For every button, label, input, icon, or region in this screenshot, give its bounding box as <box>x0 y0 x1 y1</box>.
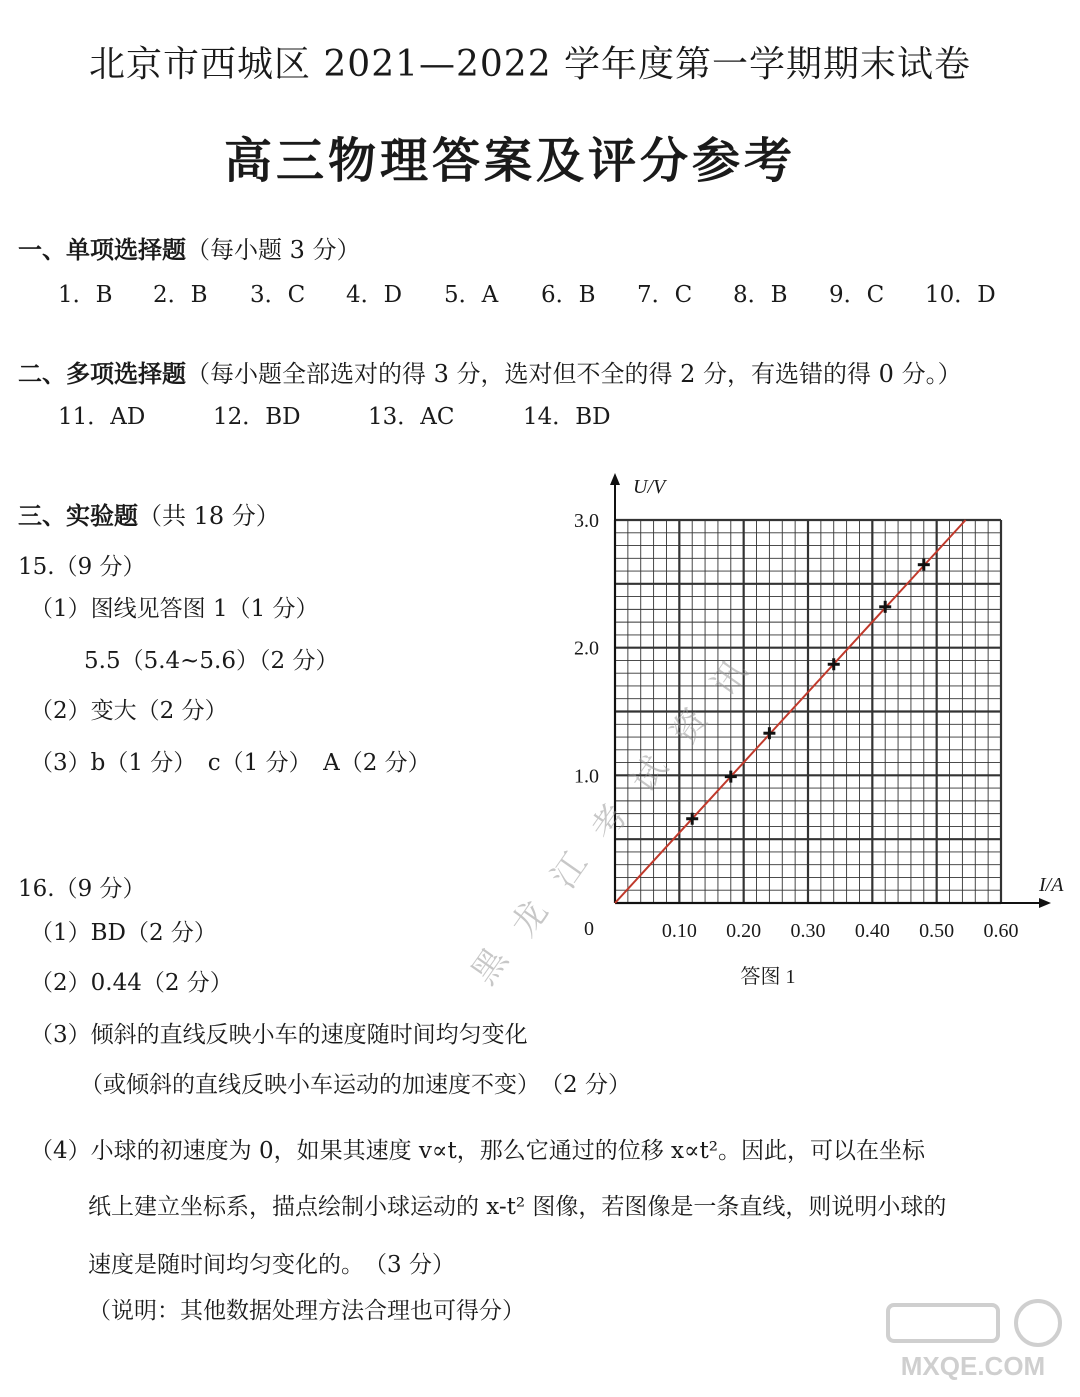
ui-graph-chart <box>540 465 1064 995</box>
watermark-char: 龙 <box>503 893 557 944</box>
answer-item: 1．B <box>58 282 113 308</box>
x-tick-label: 0.20 <box>726 920 762 942</box>
q16-line: 速度是随时间均匀变化的。 （3 分） <box>88 1252 455 1278</box>
x-tick-label: 0.10 <box>661 920 697 942</box>
x-tick-label: 0.40 <box>854 920 890 942</box>
watermark-char: 江 <box>543 845 597 896</box>
q16-title: 16.（9 分） <box>18 876 146 902</box>
document-title: 北京市西城区 2021—2022 学年度第一学期期末试卷 <box>88 44 972 85</box>
watermark-char: 资 <box>663 701 717 752</box>
x-tick-label: 0.60 <box>983 920 1019 942</box>
corner-watermark-text: MXQE.COM <box>900 1351 1046 1381</box>
q16-line: （4）小球的初速度为 0，如果其速度 v∝t，那么它通过的位移 x∝t²。因此，可以在坐标 <box>30 1138 926 1164</box>
q16-line: （2）0.44（2 分） <box>30 970 233 996</box>
answer-item: 11．AD <box>58 404 146 430</box>
q15-line: （2）变大（2 分） <box>30 698 228 724</box>
answer-item: 3．C <box>250 282 306 308</box>
watermark-char: 讯 <box>703 653 757 704</box>
y-tick-label: 3.0 <box>574 510 599 532</box>
section1-heading: 一、单项选择题 <box>18 236 186 264</box>
answer-item: 4．D <box>346 282 403 308</box>
document-subtitle: 高三物理答案及评分参考 <box>223 133 796 189</box>
section2-answers <box>58 398 611 431</box>
q15-line: 5.5（5.4~5.6）（2 分） <box>84 648 339 674</box>
answer-item: 6．B <box>541 282 596 308</box>
x-axis-arrow <box>1039 898 1051 908</box>
q15-title: 15.（9 分） <box>18 554 146 580</box>
q16-line: （说明：其他数据处理方法合理也可得分） <box>88 1298 525 1324</box>
x-tick-label: 0.30 <box>790 920 826 942</box>
q16-line: （或倾斜的直线反映小车运动的加速度不变） （2 分） <box>80 1072 631 1098</box>
section1-header <box>18 230 361 265</box>
q15-line: （3）b（1 分） c（1 分） A（2 分） <box>30 750 431 776</box>
corner-watermark-logo <box>878 1293 1068 1383</box>
section1-answers <box>58 276 996 309</box>
origin-label: 0 <box>584 918 594 940</box>
q16-line: （3）倾斜的直线反映小车的速度随时间均匀变化 <box>30 1022 528 1048</box>
watermark-char: 考 <box>583 797 637 848</box>
section3-heading: 三、实验题 <box>18 502 138 530</box>
q16-line: （1）BD（2 分） <box>30 920 217 946</box>
answer-item: 7．C <box>637 282 693 308</box>
y-axis-label: U/V <box>633 476 666 498</box>
watermark-char: 黑 <box>463 941 517 992</box>
y-axis-arrow <box>610 473 620 485</box>
answer-item: 5．A <box>444 282 499 308</box>
q16-line: 纸上建立坐标系，描点绘制小球运动的 x-t² 图像，若图像是一条直线，则说明小球的 <box>88 1194 947 1220</box>
watermark-char: 试 <box>623 749 677 800</box>
y-tick-label: 2.0 <box>574 637 599 660</box>
answer-item: 8．B <box>733 282 788 308</box>
answer-item: 10．D <box>925 282 996 308</box>
section2-note: （每小题全部选对的得 3 分，选对但不全的得 2 分，有选错的得 0 分。） <box>186 360 962 388</box>
answer-item: 9．C <box>829 282 885 308</box>
section3-header <box>18 496 280 531</box>
answer-item: 13．AC <box>368 404 455 430</box>
q15-line: （1）图线见答图 1（1 分） <box>30 596 319 622</box>
answer-item: 14．BD <box>523 404 611 430</box>
section1-note: （每小题 3 分） <box>186 236 361 264</box>
answer-item: 2．B <box>153 282 208 308</box>
section3-note: （共 18 分） <box>138 502 280 530</box>
answer-item: 12．BD <box>213 404 301 430</box>
chart-caption: 答图 1 <box>740 966 796 988</box>
y-tick-label: 1.0 <box>574 765 599 788</box>
x-axis-label: I/A <box>1039 874 1064 896</box>
x-tick-label: 0.50 <box>919 920 955 942</box>
section2-heading: 二、多项选择题 <box>18 360 186 388</box>
section2-header <box>18 354 962 389</box>
